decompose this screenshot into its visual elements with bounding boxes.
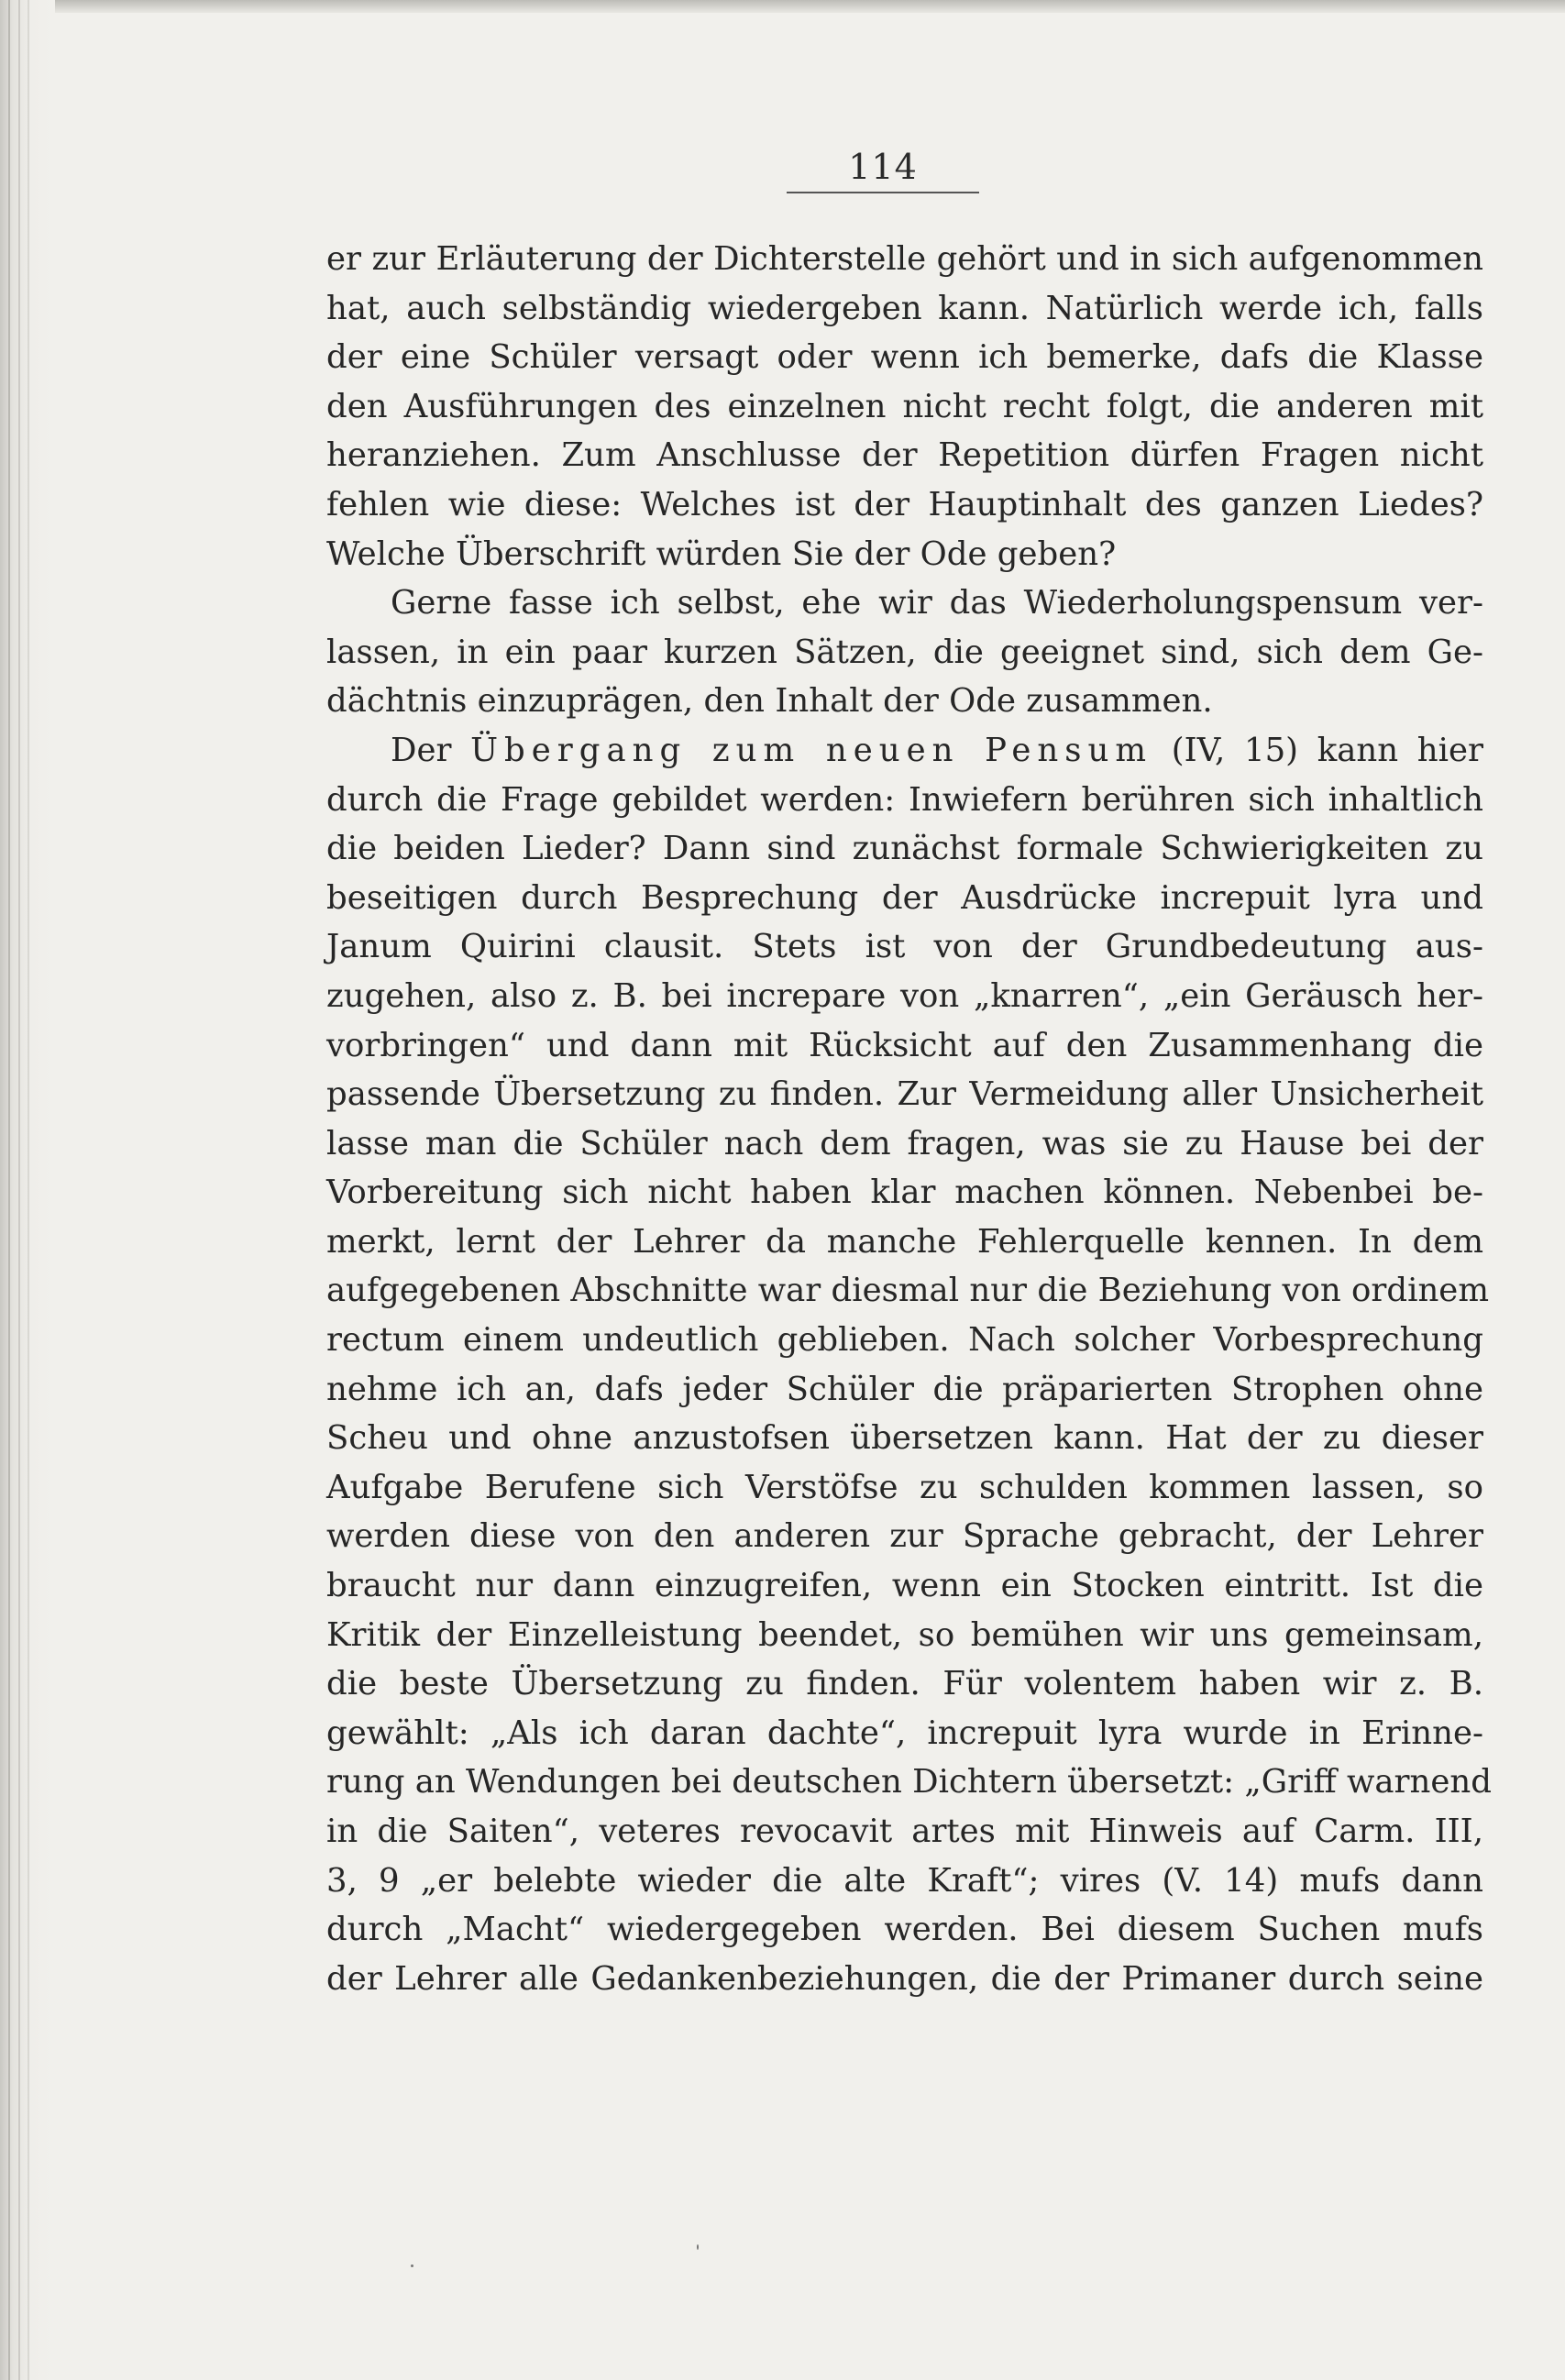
text-line: passende Übersetzung zu finden. Zur Vermeidung aller Unsicherheit xyxy=(326,1075,1483,1114)
text-line: in die Saiten“, veteres revocavit artes mit Hinweis auf Carm. III, xyxy=(326,1813,1483,1850)
text-line: gewählt: „Als ich daran dachte“, increpuit lyra wurde in Erinne- xyxy=(326,1713,1483,1752)
text-line: Gerne fasse ich selbst, ehe wir das Wiederholungspensum ver- xyxy=(391,584,1483,623)
text-line: der eine Schüler versagt oder wenn ich bemerke, dafs die Klasse xyxy=(326,338,1483,377)
page-edge-line xyxy=(8,0,10,2380)
text-line: Welche Überschrift würden Sie der Ode geben? xyxy=(326,534,1117,573)
text-line: 3, 9 „er belebte wieder die alte Kraft“; vires (V. 14) mufs dann xyxy=(326,1861,1483,1900)
text-line: Kritik der Einzelleistung beendet, so bemühen wir uns gemeinsam, xyxy=(326,1615,1483,1654)
text-line: die beiden Lieder? Dann sind zunächst formale Schwierigkeiten zu xyxy=(326,830,1483,868)
text-line: Vorbereitung sich nicht haben klar machen können. Nebenbei be- xyxy=(326,1173,1483,1212)
text-line: rung an Wendungen bei deutschen Dichtern übersetzt: „Griff warnend xyxy=(326,1763,1492,1802)
text-line: er zur Erläuterung der Dichterstelle gehört und in sich aufgenommen xyxy=(326,240,1483,278)
text-line: Scheu und ohne anzustofsen übersetzen kann. Hat der zu dieser xyxy=(326,1419,1483,1458)
text-line: Janum Quirini clausit. Stets ist von der Grundbedeutung aus- xyxy=(326,928,1483,966)
text-line: vorbringen“ und dann mit Rücksicht auf den Zusammenhang die xyxy=(326,1026,1483,1064)
text-line: rectum einem undeutlich geblieben. Nach solcher Vorbesprechung xyxy=(326,1321,1483,1360)
text-line: aufgegebenen Abschnitte war diesmal nur die Beziehung von ordinem xyxy=(326,1272,1489,1310)
text-line: den Ausführungen des einzelnen nicht recht folgt, die anderen mit xyxy=(326,387,1483,425)
page-number: 114 xyxy=(848,147,918,187)
page-number-rule xyxy=(787,192,979,193)
text-line: Aufgabe Berufene sich Verstöfse zu schulden kommen lassen, so xyxy=(326,1468,1483,1506)
text-line: heranziehen. Zum Anschlusse der Repetition dürfen Fragen nicht xyxy=(326,436,1483,475)
text-run: Der xyxy=(391,731,471,769)
text-line: durch „Macht“ wiedergegeben werden. Bei diesem Suchen mufs xyxy=(326,1911,1483,1949)
paper-speck xyxy=(411,2264,413,2267)
body-text xyxy=(326,235,1492,2003)
text-line: durch die Frage gebildet werden: Inwiefern berühren sich inhaltlich xyxy=(326,780,1483,819)
text-line xyxy=(326,726,1483,776)
text-line: beseitigen durch Besprechung der Ausdrücke increpuit lyra und xyxy=(326,878,1483,917)
page-edge-line xyxy=(18,0,20,2380)
text-line: werden diese von den anderen zur Sprache gebracht, der Lehrer xyxy=(326,1517,1483,1556)
page-top-edge xyxy=(0,0,1565,13)
text-line: fehlen wie diese: Welches ist der Hauptinhalt des ganzen Liedes? xyxy=(326,485,1483,523)
text-line: hat, auch selbständig wiedergeben kann. Natürlich werde ich, falls xyxy=(326,289,1483,327)
text-line: lassen, in ein paar kurzen Sätzen, die geeignet sind, sich dem Ge- xyxy=(326,633,1483,671)
spaced-emphasis: Übergang zum neuen Pensum xyxy=(470,731,1153,769)
text-line: zugehen, also z. B. bei increpare von „knarren“, „ein Geräusch her- xyxy=(326,976,1483,1015)
text-line: merkt, lernt der Lehrer da manche Fehlerquelle kennen. In dem xyxy=(326,1222,1483,1261)
paper-speck xyxy=(697,2244,699,2250)
text-line: die beste Übersetzung zu finden. Für volentem haben wir z. B. xyxy=(326,1665,1483,1703)
text-line: braucht nur dann einzugreifen, wenn ein Stocken eintritt. Ist die xyxy=(326,1567,1483,1605)
text-line: der Lehrer alle Gedankenbeziehungen, die der Primaner durch seine xyxy=(326,1959,1483,1998)
text-line: lasse man die Schüler nach dem fragen, was sie zu Hause bei der xyxy=(326,1124,1483,1162)
text-run: (IV, 15) kann hier xyxy=(1152,731,1483,769)
text-line: nehme ich an, dafs jeder Schüler die präparierten Strophen ohne xyxy=(326,1370,1483,1408)
text-line: dächtnis einzuprägen, den Inhalt der Ode zusammen. xyxy=(326,682,1213,721)
page-edge-line xyxy=(28,0,29,2380)
